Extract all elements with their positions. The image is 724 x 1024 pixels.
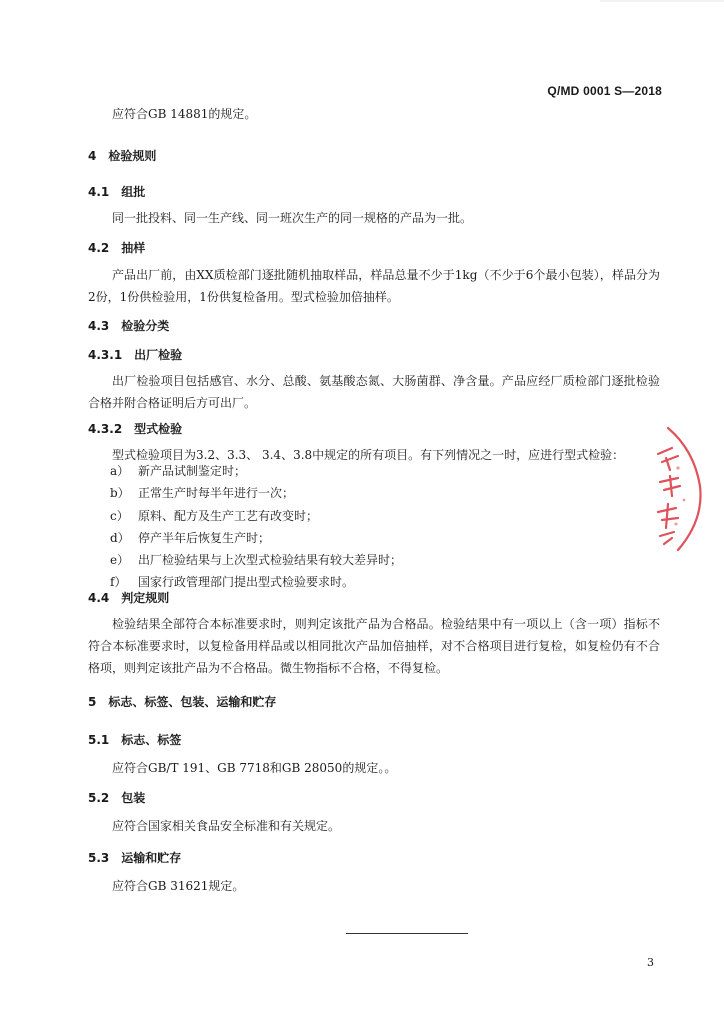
section-title: 判定规则 [121,591,170,605]
section-4-3-1-text: 出厂检验项目包括感官、水分、总酸、氨基酸态氮、大肠菌群、净含量。产品应经厂质检部门逐批检验合格并附合格证明后方可出厂。 [88,374,660,410]
section-5-1-text: 应符合GB/T 191、GB 7718和GB 28050的规定。。 [112,761,397,775]
section-title: 检验规则 [108,149,157,163]
section-5-1-heading [88,731,181,748]
document-code: Q/MD 0001 S—2018 [547,84,662,98]
list-item-text: 停产半年后恢复生产时； [138,530,271,545]
list-item [110,460,402,482]
section-5-3-text: 应符合GB 31621规定。 [112,879,245,893]
section-title: 组批 [121,185,146,199]
section-number: 5 [88,695,97,709]
section-title: 标志、标签 [121,733,182,747]
section-title: 抽样 [121,241,146,255]
section-5-2-heading [88,789,145,806]
list-marker: e） [110,553,130,568]
list-item-text: 出厂检验结果与上次型式检验结果有较大差异时； [138,553,403,568]
list-marker: c） [110,508,129,523]
section-4-3-1-heading [88,346,182,363]
list-item [110,482,402,504]
section-4-2-text: 产品出厂前，由XX质检部门逐批随机抽取样品，样品总量不少于1kg（不少于6个最小包装），样品分为2份，1份供检验用，1份供复检备用。型式检验加倍抽样。 [88,268,660,304]
section-5-2-text: 应符合国家相关食品安全标准和有关规定。 [112,819,341,833]
section-number: 4.1 [88,185,110,199]
inspection-conditions-list [110,460,402,594]
section-number: 5.2 [88,791,110,805]
section-title: 包装 [121,791,146,805]
scan-edge-mark [0,0,724,4]
section-number: 4.3.2 [88,422,123,436]
section-number: 4.3 [88,319,110,333]
section-4-2-heading [88,239,145,256]
list-marker: a） [110,464,130,478]
section-4-4-text: 检验结果全部符合本标准要求时，则判定该批产品为合格品。检验结果中有一项以上（含一项）指标不符合本标准要求时，以复检备用样品或以相同批次产品加倍抽样，对不合格项目进行复检，如复检仍有不合格项，则判定该批产品为不合格品。微生物指标不合格，不得复检。 [88,617,660,675]
list-item-text: 正常生产时每半年进行一次； [138,486,295,501]
list-item-text: 国家行政管理部门提出型式检验要求时。 [138,575,355,590]
list-item [110,549,402,571]
section-5-3-heading [88,849,181,866]
section-4-3-heading [88,317,169,334]
section-number: 4.2 [88,241,110,255]
section-5-heading [88,693,276,710]
section-title: 型式检验 [134,422,183,436]
end-rule [346,933,468,934]
list-item [110,505,402,527]
section-number: 5.1 [88,733,110,747]
section-title: 检验分类 [121,319,170,333]
intro-paragraph: 应符合GB 14881的规定。 [112,107,257,121]
section-4-heading [88,147,156,164]
section-4-4-heading [88,589,169,606]
section-title: 运输和贮存 [121,851,182,865]
list-marker: f） [110,575,127,590]
section-number: 4.4 [88,591,110,605]
page-number: 3 [647,956,654,969]
list-item-text: 原料、配方及生产工艺有改变时； [138,508,319,523]
list-item-text: 新产品试制鉴定时； [138,464,247,478]
list-marker: b） [110,486,130,501]
section-4-1-heading [88,183,145,200]
section-4-3-2-text: 型式检验项目为3.2、3.3、 3.4、3.8中规定的所有项目。有下列情况之一时，应进行型式检验： [112,448,625,462]
section-title: 出厂检验 [134,348,183,362]
section-number: 4 [88,149,97,163]
section-4-1-text: 同一批投料、同一生产线、同一班次生产的同一规格的产品为一批。 [112,211,473,225]
list-item [110,527,402,549]
section-title: 标志、标签、包装、运输和贮存 [108,695,277,709]
section-number: 4.3.1 [88,348,123,362]
red-seal-stamp [648,424,708,554]
section-number: 5.3 [88,851,110,865]
section-4-3-2-heading [88,420,182,437]
list-marker: d） [110,530,130,545]
